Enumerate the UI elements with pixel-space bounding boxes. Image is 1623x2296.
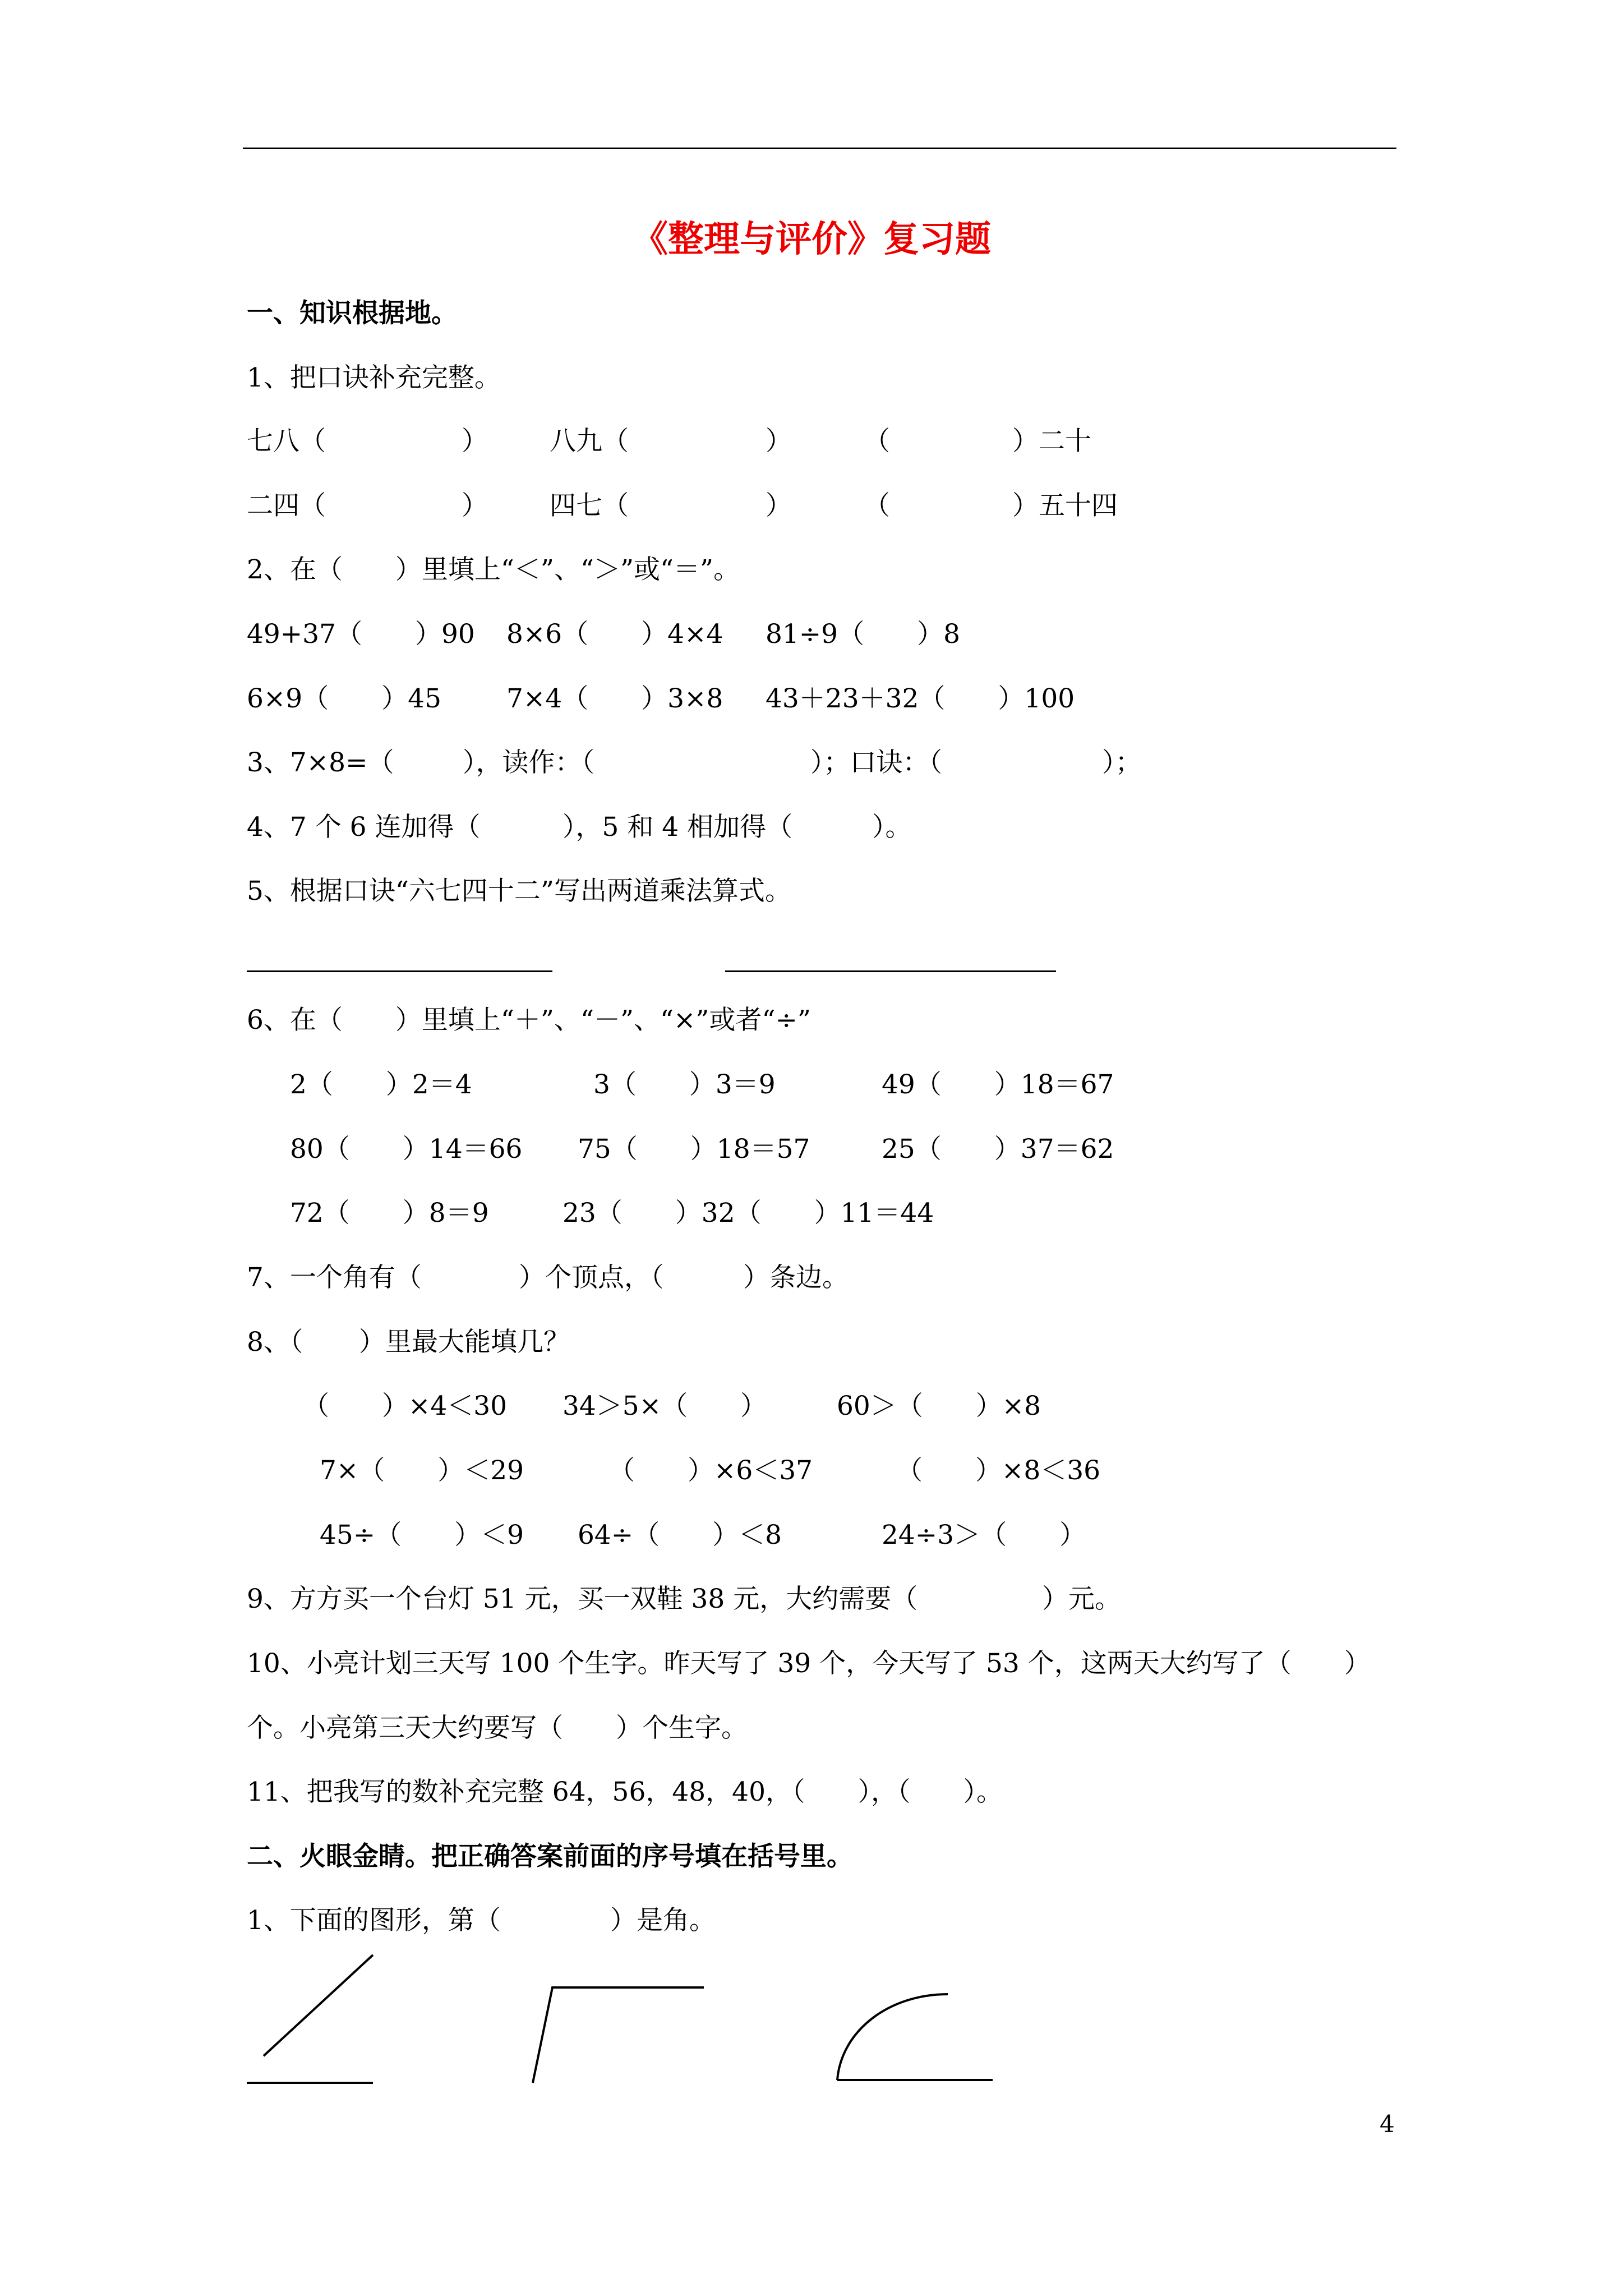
q2-row1-item: 81÷9（ ）8 (766, 619, 960, 650)
q1-row1-a-close: ） (462, 426, 488, 457)
q6-row2-item: 75（ ）18＝57 (578, 1134, 810, 1165)
q7-part: ）个顶点，（ (519, 1262, 664, 1293)
q8-row3-item: 64÷（ ）＜8 (578, 1520, 782, 1550)
q1-row2-b-close: ） (766, 490, 792, 521)
q3-part: ）； (1102, 747, 1142, 778)
q7-part: 7、一个角有（ (247, 1262, 422, 1293)
q8-part: ）里最大能填几？ (359, 1327, 570, 1358)
q11-text: 11、把我写的数补充完整 64，56，48，40，（ ），（ ）。 (247, 1777, 1003, 1807)
q9-part: 9、方方买一个台灯 51 元，买一双鞋 38 元，大约需要（ (247, 1584, 918, 1614)
q6-row2-item: 25（ ）37＝62 (882, 1134, 1114, 1165)
page-number: 4 (1380, 2110, 1395, 2138)
q1-row2-b-open: 四七（ (550, 490, 629, 521)
q4-part: 4、7 个 6 连加得（ (247, 812, 481, 843)
q5-text: 5、根据口诀“六七四十二”写出两道乘法算式。 (247, 876, 791, 907)
q2-row1-item: 8×6（ ）4×4 (506, 619, 723, 650)
q8-row2-item: （ ）×8＜36 (896, 1455, 1101, 1486)
q1-row1-a-open: 七八（ (247, 426, 326, 457)
q1-row1-c-open: （ (864, 426, 890, 457)
q10-line1: 10、小亮计划三天写 100 个生字。昨天写了 39 个，今天写了 53 个，这两天大约写了（ ） (247, 1648, 1371, 1679)
q3-part: ）；口诀：（ (810, 747, 942, 778)
q6-row3-item: 23（ ）32（ ）11＝44 (562, 1198, 934, 1228)
figure-2-angle (533, 1987, 704, 2083)
q1-row1-b-open: 八九（ (550, 426, 629, 457)
q8-row3-item: 45÷（ ）＜9 (320, 1520, 524, 1550)
q8-row1-item: 60＞（ ）×8 (837, 1391, 1041, 1421)
q4-part: ），5 和 4 相加得（ (562, 812, 793, 843)
q2-text: 2、在（ ）里填上“＜”、“＞”或“＝”。 (247, 554, 740, 585)
q1-row1-b-close: ） (766, 426, 792, 457)
q8-row3-item: 24÷3＞（ ） (882, 1520, 1086, 1550)
q6-row1-item: 49（ ）18＝67 (882, 1069, 1114, 1100)
figure-3-curved-figure (837, 1994, 993, 2080)
q2-row1-item: 49+37（ ）90 (247, 619, 475, 650)
q1-row2-a-open: 二四（ (247, 490, 326, 521)
s2-q1-part: ）是角。 (610, 1905, 716, 1936)
q2-row2-item: 7×4（ ）3×8 (506, 683, 723, 714)
section1-heading: 一、知识根据地。 (247, 298, 458, 329)
q1-row1-c-close: ）二十 (1012, 426, 1091, 457)
page-title: 《整理与评价》复习题 (632, 218, 991, 260)
q8-row2-item: 7×（ ）＜29 (320, 1455, 524, 1486)
q1-row2-c-open: （ (864, 490, 890, 521)
q6-text: 6、在（ ）里填上“＋”、“－”、“×”或者“÷” (247, 1005, 811, 1036)
q4-part: ）。 (872, 812, 912, 843)
q1-row2-c-close: ）五十四 (1012, 490, 1118, 521)
q8-row1-item: 34＞5×（ ） (562, 1391, 767, 1421)
section2-heading: 二、火眼金睛。把正确答案前面的序号填在括号里。 (247, 1841, 853, 1872)
q1-row2-a-close: ） (462, 490, 488, 521)
q6-row1-item: 3（ ）3＝9 (593, 1069, 776, 1100)
q7-part: ）条边。 (743, 1262, 849, 1293)
q8-row2-item: （ ）×6＜37 (608, 1455, 813, 1486)
q2-row2-item: 6×9（ ）45 (247, 683, 441, 714)
s2-q1-part: 1、下面的图形，第（ (247, 1905, 501, 1936)
q8-part: 8、（ (247, 1327, 303, 1358)
figure-1-separated-lines (247, 1955, 373, 2083)
q2-row2-item: 43＋23＋32（ ）100 (766, 683, 1075, 714)
q1-text: 1、把口诀补充完整。 (247, 362, 501, 393)
q3-part: 3、7×8=（ (247, 747, 394, 778)
q10-line2: 个。小亮第三天大约要写（ ）个生字。 (247, 1713, 748, 1743)
q9-part: ）元。 (1042, 1584, 1121, 1614)
q6-row1-item: 2（ ）2＝4 (290, 1069, 472, 1100)
q3-part: ），读作：（ (463, 747, 594, 778)
q6-row3-item: 72（ ）8＝9 (290, 1198, 489, 1228)
q8-row1-item: （ ）×4＜30 (303, 1391, 508, 1421)
q6-row2-item: 80（ ）14＝66 (290, 1134, 523, 1165)
